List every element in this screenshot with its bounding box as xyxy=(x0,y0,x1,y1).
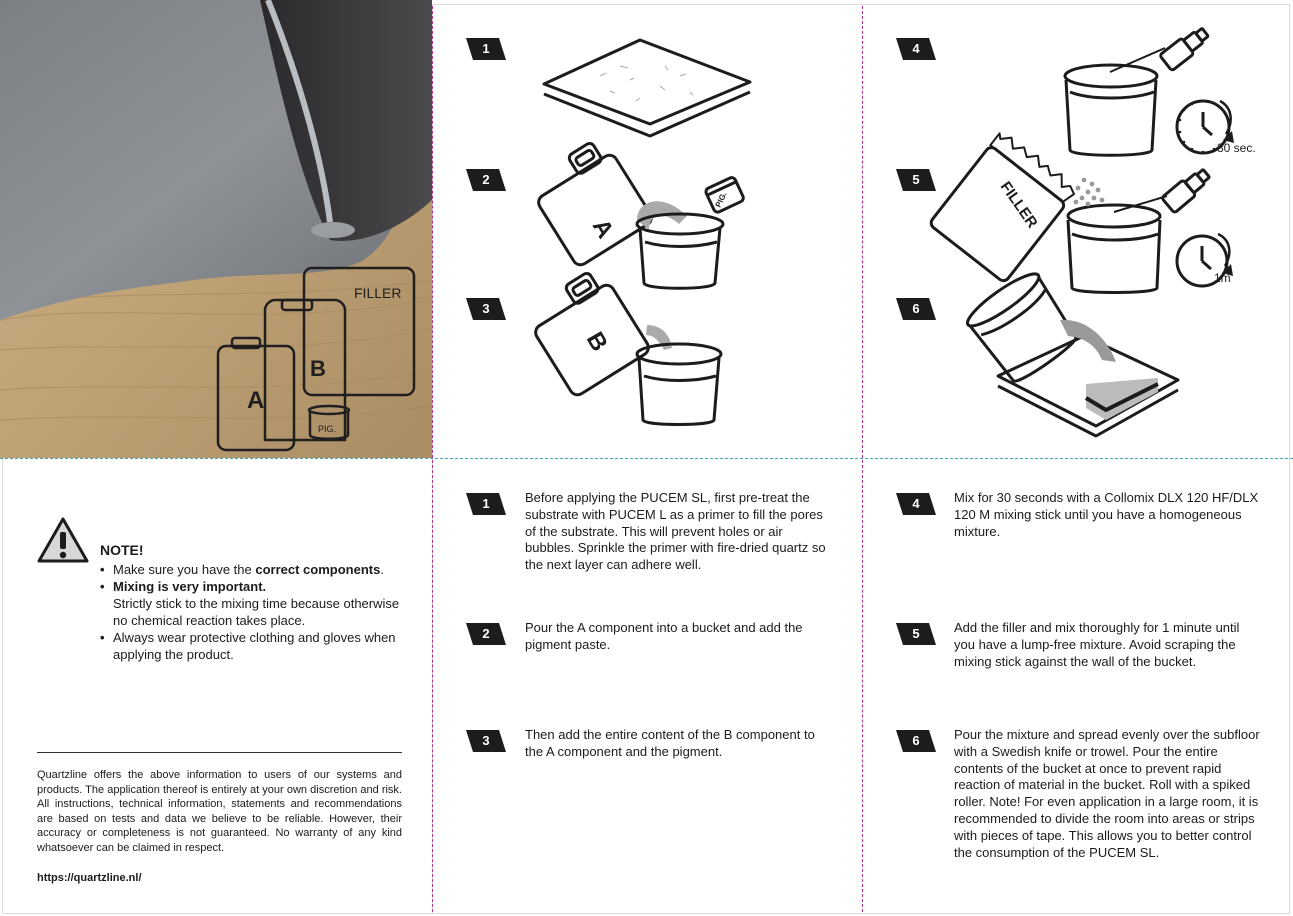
filler-illustration xyxy=(952,140,1242,290)
step-text-6: Pour the mixture and spread evenly over the subfloor with a Swedish knife or trowel. Pour the entire contents of the bucket at once to prevent rapid reaction of material in the bucket. Roll with a spiked roller. Note! For even application in a large room, it is recommended to divide the room into areas or strips with pieces of tape. This allows you to better control the consumption of the PUCEM SL. xyxy=(954,727,1260,860)
step-text-4: Mix for 30 seconds with a Collomix DLX 120 HF/DLX 120 M mixing stick until you have a homogeneous mixture. xyxy=(954,490,1259,539)
step-badge-2: 2 xyxy=(466,623,506,645)
step-badge-1: 1 xyxy=(466,493,506,515)
pig-tub-label: PIG. xyxy=(713,190,729,209)
filler-bag-label: FILLER xyxy=(996,178,1041,232)
illus-badge-2: 2 xyxy=(466,169,506,191)
jug-a-label: A xyxy=(586,214,619,244)
illus-badge-3: 3 xyxy=(466,298,506,320)
spread-illustration xyxy=(968,280,1188,440)
step-text-1: Before applying the PUCEM SL, first pre-treat the substrate with PUCEM L as a primer to fill the pores of the substrate. This will prevent holes or air bubbles. Sprinkle the primer with fire-dried quartz so the next layer can adhere well. xyxy=(525,490,826,573)
pour-a-illustration xyxy=(545,150,750,295)
illus-badge-6: 6 xyxy=(896,298,936,320)
note-item-1: • Make sure you have the correct components. xyxy=(100,561,410,578)
fold-line-2 xyxy=(862,6,863,912)
step-text-5: Add the filler and mix thoroughly for 1 minute until you have a lump-free mixture. Avoid scraping the mixing stick against the wall of the bucket. xyxy=(954,620,1240,669)
note-list xyxy=(100,561,410,663)
note-title: NOTE! xyxy=(100,542,144,558)
illus-badge-5: 5 xyxy=(896,169,936,191)
substrate-illustration xyxy=(540,36,755,141)
step-badge-4: 4 xyxy=(896,493,936,515)
jug-b-label: B xyxy=(580,327,613,357)
timer-1m-label: 1m xyxy=(1214,271,1231,285)
product-photo xyxy=(0,0,432,458)
fold-line-horizontal xyxy=(0,458,1293,459)
divider xyxy=(37,752,402,753)
step-badge-5: 5 xyxy=(896,623,936,645)
fold-line-1 xyxy=(432,6,433,912)
illus-badge-1: 1 xyxy=(466,38,506,60)
warning-icon xyxy=(36,516,90,571)
timer-30-label: 30 sec. xyxy=(1217,141,1256,155)
illus-badge-4: 4 xyxy=(896,38,936,60)
photo-pig-label: PIG. xyxy=(318,424,337,434)
step-badge-3: 3 xyxy=(466,730,506,752)
website-link[interactable]: https://quartzline.nl/ xyxy=(37,872,142,884)
step-text-2: Pour the A component into a bucket and add the pigment paste. xyxy=(525,620,803,652)
photo-filler-label: FILLER xyxy=(354,285,402,301)
note-item-2: • Mixing is very important. Strictly stick to the mixing time because otherwise no chemical reaction takes place. xyxy=(100,578,410,629)
step-text-3: Then add the entire content of the B component to the A component and the pigment. xyxy=(525,727,815,759)
step-badge-6: 6 xyxy=(896,730,936,752)
note-item-3: • Always wear protective clothing and gloves when applying the product. xyxy=(100,629,410,663)
photo-a-label: A xyxy=(247,387,265,414)
photo-b-label: B xyxy=(310,356,326,381)
pour-b-illustration xyxy=(542,280,742,430)
disclaimer-text: Quartzline offers the above information to users of our systems and products. The application thereof is entirely at your own discretion and risk. All instructions, technical information, statements and recommendations are based on tests and data we believe to be reliable. However, their accuracy or completeness is not guaranteed. No warranty of any kind whatsoever can be claimed in respect. xyxy=(37,769,402,854)
